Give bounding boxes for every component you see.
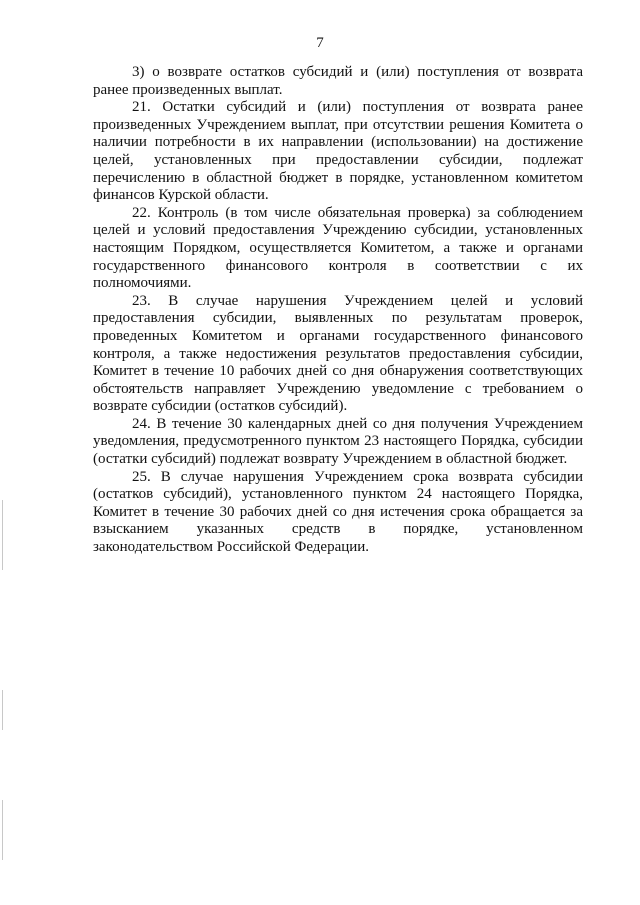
- scan-edge-mark: [2, 500, 3, 570]
- paragraph-25: 25. В случае нарушения Учреждением срока возврата субсидии (остатков субсидий), установленного пунктом 24 настоящего Порядка, Комитет в течение 30 рабочих дней со дня истечения срока обращается за взысканием указанных средств в порядке, установленном законодательством Российской Федерации.: [93, 468, 583, 556]
- paragraph-22: 22. Контроль (в том числе обязательная проверка) за соблюдением целей и условий предоставления Учреждению субсидии, установленных настоящим Порядком, осуществляется Комитетом, а также и органами государственного финансового контроля в соответствии с их полномочиями.: [93, 204, 583, 292]
- scan-edge-mark: [2, 690, 3, 730]
- paragraph-21: 21. Остатки субсидий и (или) поступления от возврата ранее произведенных Учреждением выплат, при отсутствии решения Комитета о наличии потребности в их направлении (использовании) на достижение целей, установленных при предоставлении субсидии, подлежат перечислению в областной бюджет в порядке, установленном комитетом финансов Курской области.: [93, 99, 583, 204]
- page-number: 7: [316, 35, 324, 51]
- paragraph-24: 24. В течение 30 календарных дней со дня получения Учреждением уведомления, предусмотренного пунктом 23 настоящего Порядка, субсидии (остатки субсидий) подлежат возврату Учреждением в областной бюджет.: [93, 415, 583, 468]
- scan-edge-mark: [2, 800, 3, 860]
- document-body: [93, 64, 583, 557]
- paragraph-23: 23. В случае нарушения Учреждением целей и условий предоставления субсидии, выявленных по результатам проверок, проведенных Комитетом и органами государственного финансового контроля, а также недостижения результатов предоставления субсидии, Комитет в течение 10 рабочих дней со дня обнаружения соответствующих обстоятельств направляет Учреждению уведомление с требованием о возврате субсидии (остатков субсидий).: [93, 292, 583, 415]
- paragraph-item-3-clause: 3) о возврате остатков субсидий и (или) поступления от возврата ранее произведенных выплат.: [93, 64, 583, 98]
